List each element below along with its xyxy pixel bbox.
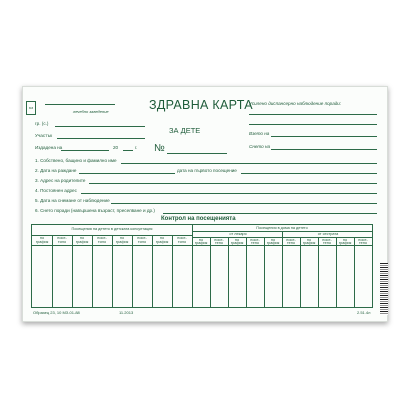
column-header: тило [137, 240, 147, 244]
institution-caption: лечебно заведение [73, 109, 109, 114]
column-header: по [234, 237, 240, 242]
row-first-visit: дата на първото посещение [177, 168, 237, 173]
left-group-header: Посещения на детето в детската консултация [71, 227, 153, 231]
control-title: Контрол на посещенията [161, 216, 236, 222]
row-removal-date: 5. Дата на снемане от наблюдение [35, 198, 110, 203]
column-header: график [266, 241, 280, 245]
column-header: график [75, 240, 89, 244]
column-header: тило [177, 240, 187, 244]
issued-line[interactable] [61, 150, 109, 151]
column-header: по [119, 236, 125, 240]
column-header: посе- [214, 237, 224, 242]
right-group-header: Посещения в дома на детето [256, 226, 308, 230]
control-table [31, 224, 373, 308]
year-line[interactable] [123, 150, 133, 151]
column-header: посе- [177, 236, 187, 240]
footer-right-code: 2.51.4л [357, 310, 371, 315]
column-header: тено [358, 241, 368, 245]
city-label: гр. (с.) [35, 121, 49, 126]
column-header: посе- [137, 236, 147, 240]
row-permanent: 4. Постоянен адрес [35, 188, 77, 193]
column-header: график [338, 241, 352, 245]
taken-line[interactable] [271, 136, 377, 137]
removed-label: Снето на [249, 144, 271, 149]
page-title: ЗДРАВНА КАРТА [149, 98, 253, 112]
number-line[interactable] [167, 153, 227, 154]
column-header: по [306, 237, 312, 242]
row-removal-line[interactable] [111, 203, 377, 204]
row-first-visit-line[interactable] [241, 173, 377, 174]
column-header: график [115, 240, 129, 244]
column-header: посе- [97, 236, 107, 240]
column-header: посе- [57, 236, 67, 240]
page-subtitle: ЗА ДЕТЕ [169, 126, 201, 135]
column-header: по [342, 237, 348, 242]
table-cell[interactable] [192, 246, 210, 306]
table-cell[interactable] [132, 246, 152, 306]
column-header: посе- [286, 237, 296, 242]
column-header: тено [322, 241, 332, 245]
nurse-header: от сестрата [317, 232, 339, 236]
row-address: 3. Адрес на родителите [35, 178, 86, 183]
table-cell[interactable] [300, 246, 318, 306]
row-reason: 6. Снето поради (навършена възраст, преселване и др.) [35, 208, 155, 213]
institution-line [45, 104, 115, 105]
year-prefix: 20 [113, 145, 119, 150]
patronage-line-2[interactable] [249, 124, 377, 125]
issued-label: Издадена на [35, 145, 63, 150]
column-header: по [159, 236, 165, 240]
column-header: тено [214, 241, 224, 245]
column-header: тило [57, 240, 67, 244]
table-cell[interactable] [210, 246, 228, 306]
table-cell[interactable] [112, 246, 132, 306]
patronage-note: Усилено диспансерно наблюдение поради: [249, 101, 342, 106]
table-cell[interactable] [92, 246, 112, 306]
row-birth-line[interactable] [79, 173, 175, 174]
table-cell[interactable] [172, 246, 192, 306]
column-header: график [230, 241, 244, 245]
column-header: график [194, 241, 208, 245]
column-header: посе- [250, 237, 260, 242]
table-cell[interactable] [72, 246, 92, 306]
district-label: Участък [35, 133, 53, 138]
column-header: по [39, 236, 45, 240]
removed-line[interactable] [271, 149, 377, 150]
column-header: тено [250, 241, 260, 245]
row-name: 1. Собствено, бащино и фамилно име [35, 158, 117, 163]
table-cell[interactable] [32, 246, 52, 306]
footer-year: 11.2013 [119, 310, 134, 315]
table-cell[interactable] [354, 246, 372, 306]
table-cell[interactable] [228, 246, 246, 306]
city-line[interactable] [55, 126, 145, 127]
column-header: посе- [358, 237, 368, 242]
column-header: график [35, 240, 49, 244]
doctor-header: от лекаря [229, 232, 247, 236]
column-header: по [270, 237, 276, 242]
table-cell[interactable] [52, 246, 72, 306]
taken-label: Взето на [249, 131, 270, 136]
barcode [380, 263, 388, 315]
column-header: тено [286, 241, 296, 245]
year-mark: г. [135, 145, 138, 150]
column-header: по [198, 237, 204, 242]
patronage-line-1[interactable] [249, 114, 377, 115]
column-header: график [302, 241, 316, 245]
row-birth: 2. Дата на раждане [35, 168, 77, 173]
table-cell[interactable] [264, 246, 282, 306]
column-header: посе- [322, 237, 332, 242]
table-cell[interactable] [318, 246, 336, 306]
district-line[interactable] [57, 138, 145, 139]
table-cell[interactable] [246, 246, 264, 306]
footer-code: Образец 23, 10 МЗ-01-88 [33, 310, 80, 315]
column-header: по [79, 236, 85, 240]
number-label: № [154, 143, 165, 154]
table-cell[interactable] [282, 246, 300, 306]
row-name-line[interactable] [121, 163, 377, 164]
health-card-form [22, 86, 388, 322]
table-cell[interactable] [336, 246, 354, 306]
row-permanent-line[interactable] [81, 193, 377, 194]
form-tag: МЗ [26, 101, 36, 115]
column-header: график [155, 240, 169, 244]
row-address-line[interactable] [89, 183, 377, 184]
row-reason-line[interactable] [163, 213, 377, 214]
column-header: тило [97, 240, 107, 244]
table-cell[interactable] [152, 246, 172, 306]
